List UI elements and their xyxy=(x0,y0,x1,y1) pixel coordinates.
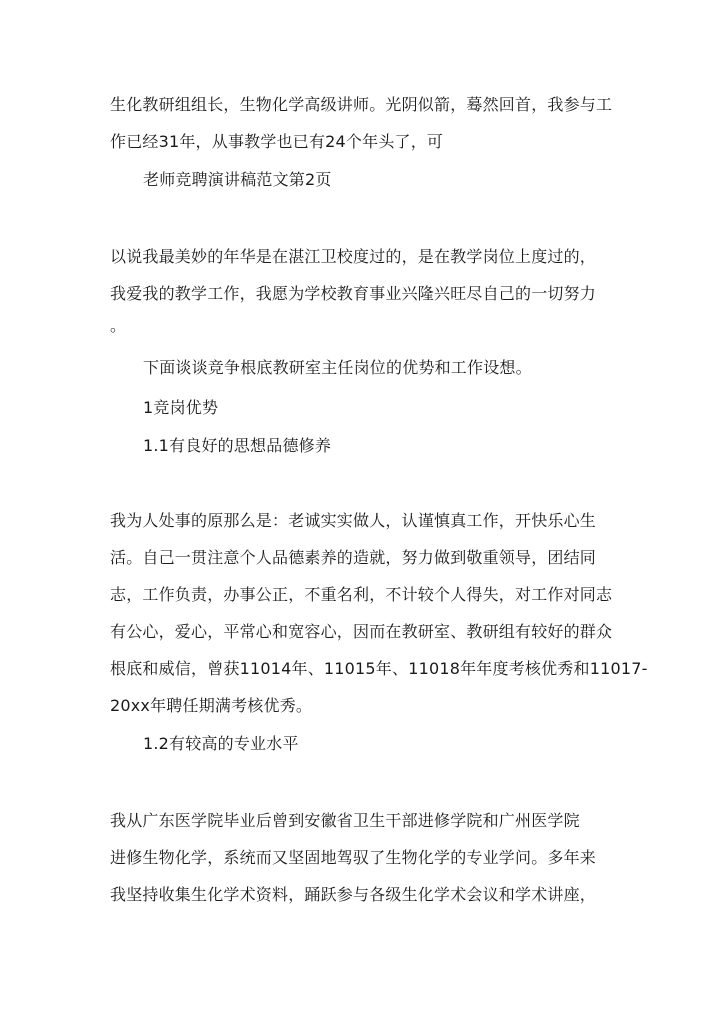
body-text-line: 进修生物化学，系统而又坚固地驾驭了生物化学的专业学问。多年来 xyxy=(110,848,597,867)
body-text-line: 作已经31年，从事教学也已有24个年头了，可 xyxy=(110,132,444,151)
body-text-line: 有公心，爱心，平常心和宽容心，因而在教研室、教研组有较好的群众 xyxy=(110,622,613,641)
body-text-line: 我爱我的教学工作，我愿为学校教育事业兴隆兴旺尽自己的一切努力 xyxy=(110,284,597,303)
body-text-line: 我为人处事的原那么是：老诚实实做人，认谨慎真工作，开快乐心生 xyxy=(110,511,597,530)
body-text-line: 以说我最美妙的年华是在湛江卫校度过的，是在教学岗位上度过的， xyxy=(110,247,597,266)
body-text-line: 我从广东医学院毕业后曾到安徽省卫生干部进修学院和广州医学院 xyxy=(110,811,580,830)
body-text-line: 根底和威信，曾获11014年、11015年、11018年年度考核优秀和11017- xyxy=(110,659,648,678)
body-text-line: 志，工作负责，办事公正，不重名利，不计较个人得失，对工作对同志 xyxy=(110,585,613,604)
section-heading: 1竞岗优势 xyxy=(143,398,219,417)
subsection-heading: 1.2有较高的专业水平 xyxy=(143,734,299,753)
subsection-heading: 1.1有良好的思想品德修养 xyxy=(143,436,332,455)
body-text-line: 。 xyxy=(110,316,127,335)
page-footer-title: 老师竞聘演讲稿范文第2页 xyxy=(143,170,332,189)
body-text-line: 下面谈谈竞争根底教研室主任岗位的优势和工作设想。 xyxy=(143,358,532,377)
body-text-line: 活。自己一贯注意个人品德素养的造就，努力做到敬重领导，团结同 xyxy=(110,548,597,567)
body-text-line: 生化教研组组长，生物化学高级讲师。光阴似箭，蓦然回首，我参与工 xyxy=(110,95,613,114)
body-text-line: 我坚持收集生化学术资料，踊跃参与各级生化学术会议和学术讲座， xyxy=(110,885,597,904)
body-text-line: 20xx年聘任期满考核优秀。 xyxy=(110,696,313,715)
